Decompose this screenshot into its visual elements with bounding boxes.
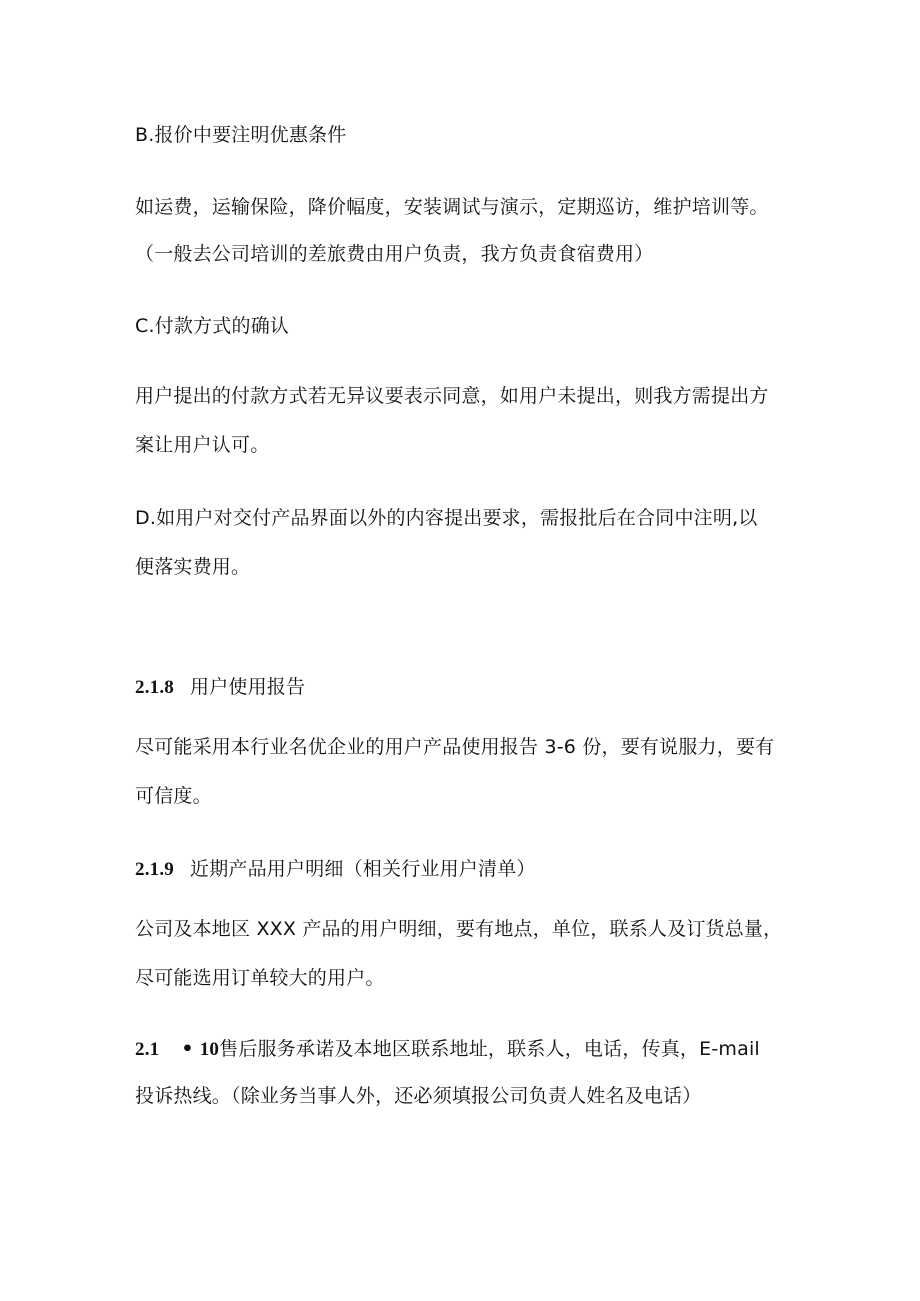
section-219-title: 近期产品用户明细（相关行业用户清单） xyxy=(190,858,536,880)
section-2110-heading xyxy=(135,1037,760,1062)
section-219-number: 2.1.9 xyxy=(135,859,174,880)
section-c-title: C.付款方式的确认 xyxy=(135,315,290,337)
section-2110-line-2: 投诉热线。（除业务当事人外，还必须填报公司负责人姓名及电话） xyxy=(135,1085,702,1107)
section-218-number: 2.1.8 xyxy=(135,677,174,698)
section-219-line-1: 公司及本地区 XXX 产品的用户明细，要有地点，单位，联系人及订货总量， xyxy=(135,918,783,940)
section-218-title: 用户使用报告 xyxy=(190,676,306,698)
section-b-line-2: （一般去公司培训的差旅费由用户负责，我方负责食宿费用） xyxy=(135,243,654,265)
section-b-title: B.报价中要注明优惠条件 xyxy=(135,124,347,146)
section-d-line-2: 便落实费用。 xyxy=(135,556,251,578)
section-218-line-1: 尽可能采用本行业名优企业的用户产品使用报告 3-6 份，要有说服力，要有 xyxy=(135,736,775,758)
section-c-line-1: 用户提出的付款方式若无异议要表示同意，如用户未提出，则我方需提出方 xyxy=(135,385,769,407)
section-2110-bullet: • xyxy=(181,1038,194,1060)
section-219-heading xyxy=(135,857,536,882)
section-d-line-1: D.如用户对交付产品界面以外的内容提出要求，需报批后在合同中注明,以 xyxy=(135,507,758,529)
section-2110-title: 售后服务承诺及本地区联系地址，联系人，电话，传真，E-mail xyxy=(219,1038,760,1060)
section-2110-number-part-1: 2.1 xyxy=(135,1039,160,1060)
section-219-line-2: 尽可能选用订单较大的用户。 xyxy=(135,967,385,989)
section-218-heading xyxy=(135,675,305,700)
section-218-line-2: 可信度。 xyxy=(135,785,212,807)
section-2110-number-part-2: 10 xyxy=(199,1039,220,1060)
section-b-line-1: 如运费，运输保险，降价幅度，安装调试与演示，定期巡访，维护培训等。 xyxy=(135,196,769,218)
section-c-line-2: 案让用户认可。 xyxy=(135,434,270,456)
